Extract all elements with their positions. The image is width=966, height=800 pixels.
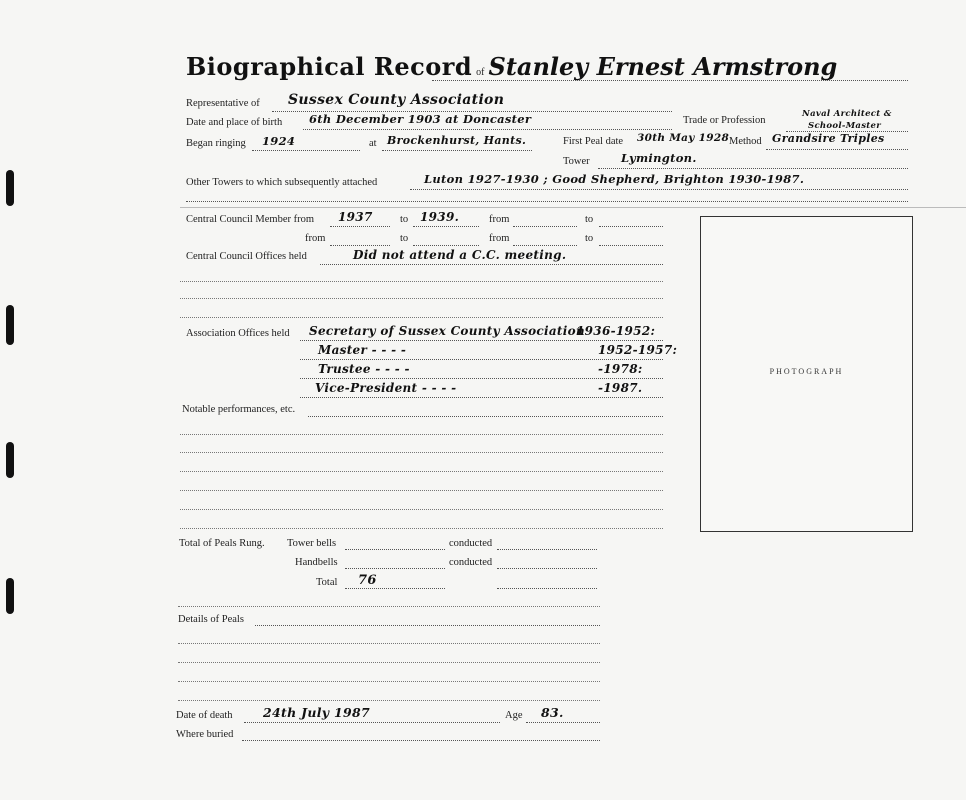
first-peal-label: First Peal date: [563, 136, 624, 147]
dotted-line: [180, 509, 663, 510]
dotted-line: [300, 359, 663, 360]
date-of-death-value: 24th July 1987: [263, 705, 370, 720]
record-title-text: Biographical Record: [186, 52, 473, 81]
to-label: to: [585, 233, 594, 244]
from-label: from: [489, 214, 510, 225]
dotted-line: [497, 549, 597, 550]
trade-label: Trade or Profession: [683, 115, 766, 126]
dotted-line: [526, 722, 600, 723]
handbells-conducted-label: conducted: [449, 557, 493, 568]
association-office-years: -1978:: [598, 362, 643, 376]
details-of-peals-label: Details of Peals: [178, 614, 244, 625]
dotted-line: [252, 150, 360, 151]
section-divider: [180, 207, 966, 208]
to-label: to: [400, 214, 409, 225]
dotted-line: [382, 150, 532, 151]
handbells-label: Handbells: [295, 557, 338, 568]
began-ringing-label: Began ringing: [186, 138, 246, 149]
dotted-line: [180, 452, 663, 453]
from-label: from: [489, 233, 510, 244]
dotted-line: [330, 245, 390, 246]
trade-value-line1: Naval Architect &: [802, 109, 892, 119]
dotted-line: [330, 226, 390, 227]
punch-hole: [6, 442, 14, 478]
began-ringing-value: 1924: [262, 134, 296, 148]
punch-hole: [6, 305, 14, 345]
dotted-line: [598, 168, 908, 169]
at-label: at: [369, 138, 377, 149]
notable-performances-label: Notable performances, etc.: [182, 404, 296, 415]
from-label: from: [305, 233, 326, 244]
dotted-line: [178, 681, 600, 682]
tower-bells-label: Tower bells: [287, 538, 337, 549]
council-member-label: Central Council Member from: [186, 214, 315, 225]
age-value: 83.: [541, 705, 564, 720]
dotted-line: [186, 201, 908, 202]
total-label: Total: [316, 577, 338, 588]
record-title: [186, 52, 837, 81]
tower-label: Tower: [563, 156, 590, 167]
association-office: Master - - - -: [318, 343, 407, 357]
dotted-line: [178, 662, 600, 663]
photograph-label: PHOTOGRAPH: [769, 367, 844, 376]
date-of-death-label: Date of death: [176, 710, 233, 721]
method-label: Method: [729, 136, 762, 147]
dotted-line: [180, 434, 663, 435]
dotted-line: [180, 528, 663, 529]
to-label: to: [585, 214, 594, 225]
to-label: to: [400, 233, 409, 244]
representative-label: Representative of: [186, 98, 260, 109]
dotted-line: [180, 298, 663, 299]
record-subject-name: Stanley Ernest Armstrong: [488, 52, 838, 81]
council-offices-value: Did not attend a C.C. meeting.: [353, 248, 567, 262]
association-office-years: 1952-1957:: [598, 343, 678, 357]
association-office: Trustee - - - -: [318, 362, 410, 376]
dotted-line: [303, 129, 672, 130]
dotted-line: [345, 549, 445, 550]
association-offices-label: Association Offices held: [186, 328, 290, 339]
dotted-line: [178, 643, 600, 644]
dotted-line: [178, 700, 600, 701]
dotted-line: [255, 625, 600, 626]
total-peals-label: Total of Peals Rung.: [179, 538, 265, 549]
dotted-line: [300, 397, 663, 398]
dotted-line: [300, 340, 663, 341]
dotted-line: [410, 189, 908, 190]
record-title-of: of: [476, 67, 485, 78]
age-label: Age: [505, 710, 523, 721]
total-peals-value: 76: [358, 573, 377, 588]
association-office-years: 1936-1952:: [576, 324, 656, 338]
council-member-to-value: 1939.: [420, 210, 460, 224]
dotted-line: [345, 568, 445, 569]
punch-hole: [6, 170, 14, 206]
dotted-line: [242, 740, 600, 741]
dotted-line: [300, 378, 663, 379]
council-offices-label: Central Council Offices held: [186, 251, 307, 262]
trade-value-line2: School-Master: [808, 121, 882, 131]
punch-hole: [6, 578, 14, 614]
photograph-placeholder: [700, 216, 913, 532]
dotted-line: [180, 490, 663, 491]
dotted-line: [513, 245, 577, 246]
dotted-line: [766, 149, 908, 150]
birth-value: 6th December 1903 at Doncaster: [309, 112, 532, 126]
council-member-from-value: 1937: [338, 210, 373, 224]
dotted-line: [180, 471, 663, 472]
dotted-line: [497, 568, 597, 569]
dotted-line: [244, 722, 500, 723]
association-office: Secretary of Sussex County Association: [309, 324, 585, 338]
method-value: Grandsire Triples: [772, 132, 885, 145]
dotted-line: [413, 245, 479, 246]
dotted-line: [308, 416, 663, 417]
representative-value: Sussex County Association: [288, 92, 505, 108]
title-underline: [432, 80, 908, 81]
dotted-line: [513, 226, 577, 227]
birth-label: Date and place of birth: [186, 117, 283, 128]
association-office-years: -1987.: [598, 381, 643, 395]
association-office: Vice-President - - - -: [315, 381, 457, 395]
other-towers-label: Other Towers to which subsequently attached: [186, 177, 378, 188]
began-ringing-place: Brockenhurst, Hants.: [387, 134, 527, 147]
first-peal-value: 30th May 1928: [637, 132, 730, 144]
dotted-line: [178, 606, 600, 607]
dotted-line: [599, 245, 663, 246]
dotted-line: [599, 226, 663, 227]
dotted-line: [497, 588, 597, 589]
dotted-line: [180, 317, 663, 318]
dotted-line: [345, 588, 445, 589]
tower-value: Lymington.: [621, 151, 697, 165]
dotted-line: [180, 281, 663, 282]
dotted-line: [320, 264, 663, 265]
where-buried-label: Where buried: [176, 729, 234, 740]
tower-bells-conducted-label: conducted: [449, 538, 493, 549]
other-towers-value: Luton 1927-1930 ; Good Shepherd, Brighton 1930-1987.: [424, 172, 805, 186]
dotted-line: [413, 226, 479, 227]
